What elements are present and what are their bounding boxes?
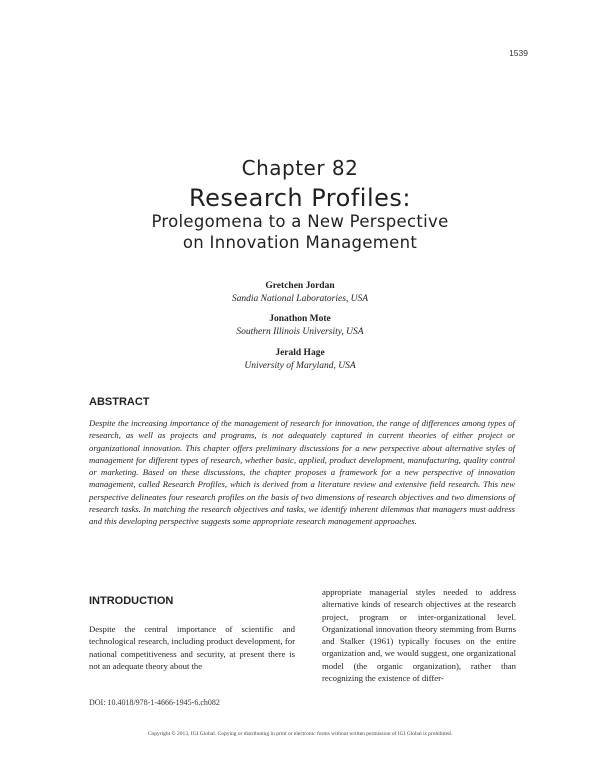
author-name: Jerald Hage (275, 348, 325, 358)
author-name: Gretchen Jordan (265, 281, 335, 291)
chapter-title: Research Profiles: (189, 184, 411, 212)
chapter-label: Chapter 82 (241, 156, 359, 180)
page-number: 1539 (509, 48, 528, 58)
copyright-notice: Copyright © 2013, IGI Global. Copying or distributing in print or electronic forms without written permission of IGI Global is prohibited. (147, 731, 453, 737)
author-affiliation: University of Maryland, USA (244, 361, 356, 371)
doi-line: DOI: 10.4018/978-1-4666-1945-6.ch082 (89, 698, 220, 707)
introduction-heading: INTRODUCTION (89, 595, 174, 607)
author-name: Jonathon Mote (269, 314, 331, 324)
author-block (0, 313, 600, 339)
author-block (0, 347, 600, 373)
author-block (0, 280, 600, 306)
author-affiliation: Southern Illinois University, USA (236, 327, 364, 337)
intro-right-column: appropriate managerial styles needed to address alternative kinds of research objectives at the research project, program or inter-organizational level. Organizational innovation theory stemming from Burns and Stalker (1961) typically focuses on the entire organization and, we would suggest, one organizational model (the organic organization), rather than recognizing the existence of differ- (322, 587, 516, 684)
subtitle-line-1: Prolegomena to a New Perspective (151, 212, 449, 231)
abstract-heading: ABSTRACT (89, 396, 150, 408)
subtitle-line-2: on Innovation Management (182, 233, 418, 252)
author-affiliation: Sandia National Laboratories, USA (231, 294, 369, 304)
chapter-subtitle (100, 211, 500, 253)
abstract-text: Despite the increasing importance of the management of research for innovation, the range of differences among types of research, as well as projects and programs, is not adequately captured in current theories of either project or organizational innovation. This chapter offers preliminary discussions for a new perspective about alternative styles of management for different types of research, whether basic, applied, product development, manufacturing, quality control or marketing. Based on these discussions, the chapter proposes a framework for a new perspective of innovation management, called Research Profiles, which is derived from a literature review and extensive field research. This new perspective delineates four research profiles on the basis of two dimensions of research objectives and two dimensions of research tasks. In matching the research objectives and tasks, we identify inherent dilemmas that managers must address and this developing perspective suggests some appropriate research management approaches. (89, 418, 515, 527)
intro-left-column: Despite the central importance of scientific and technological research, including product development, for national competitiveness and security, at present there is not an adequate theory about the (89, 624, 295, 671)
